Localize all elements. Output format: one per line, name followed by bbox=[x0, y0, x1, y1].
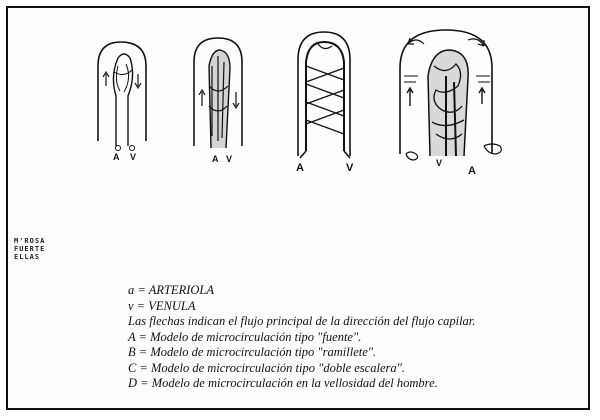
label-arteriola: A bbox=[113, 152, 120, 162]
villus-fuente bbox=[98, 42, 146, 162]
label-venula: V bbox=[226, 154, 233, 164]
flow-arrow-right bbox=[233, 92, 239, 108]
legend-model-c: C = Modelo de microcirculación tipo "doble escalera". bbox=[128, 360, 405, 375]
label-venula: V bbox=[346, 162, 354, 174]
villus-hombre bbox=[400, 30, 501, 177]
legend-arteriola: a = ARTERIOLA bbox=[128, 283, 214, 297]
label-venula: V bbox=[130, 152, 137, 162]
signature-line: ELLAS bbox=[14, 253, 41, 261]
legend-model-b: B = Modelo de microcirculación tipo "ramillete". bbox=[128, 345, 377, 359]
villus-outline bbox=[98, 42, 146, 141]
figure-legend bbox=[128, 283, 578, 392]
label-arteriola: A bbox=[468, 165, 476, 177]
villus-ramillete bbox=[194, 38, 242, 164]
label-arteriola: A bbox=[212, 154, 219, 164]
signature-line: FUERTE bbox=[14, 245, 46, 253]
author-signature bbox=[14, 237, 62, 261]
vessel-end bbox=[130, 146, 135, 151]
legend-model-a: A = Modelo de microcirculación tipo "fuente". bbox=[128, 329, 362, 344]
capillary-network bbox=[113, 54, 132, 146]
flow-arrow-left bbox=[103, 72, 109, 86]
label-venula: V bbox=[436, 158, 443, 168]
signature-line: M'ROSA bbox=[14, 237, 46, 245]
label-arteriola: A bbox=[296, 162, 304, 174]
legend-venula: v = VENULA bbox=[128, 298, 196, 313]
capillary-network bbox=[428, 50, 468, 156]
flow-arrow-left bbox=[199, 90, 205, 106]
vessel-end bbox=[116, 146, 121, 151]
legend-model-d: D = Modelo de microcirculación en la vellosidad del hombre. bbox=[128, 376, 438, 390]
flow-arrow-left bbox=[407, 88, 413, 106]
legend-arrows: Las flechas indican el flujo principal de la dirección del flujo capilar. bbox=[128, 314, 476, 328]
villus-doble-escalera bbox=[296, 32, 354, 174]
flow-arrow-right bbox=[135, 74, 141, 88]
flow-arrow-right bbox=[479, 88, 485, 104]
